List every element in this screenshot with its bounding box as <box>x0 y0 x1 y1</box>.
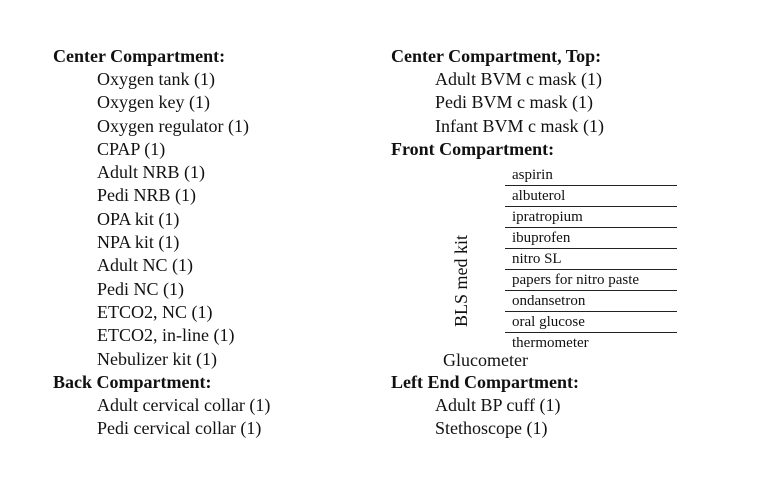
med-kit-item: papers for nitro paste <box>505 270 677 291</box>
center-item: NPA kit (1) <box>97 232 180 253</box>
glucometer-item: Glucometer <box>443 349 528 370</box>
center-top-item: Infant BVM c mask (1) <box>435 115 604 136</box>
bls-med-kit-label-text: BLS med kit <box>451 234 471 327</box>
med-kit-item: aspirin <box>505 165 677 186</box>
med-kit-item: ibuprofen <box>505 228 677 249</box>
left-column <box>53 45 270 440</box>
center-item: OPA kit (1) <box>97 208 180 229</box>
bls-med-kit <box>391 161 640 371</box>
back-item: Adult cervical collar (1) <box>97 394 271 415</box>
left-end-item: Stethoscope (1) <box>435 418 548 439</box>
bls-med-kit-label <box>451 231 471 331</box>
center-top-item: Adult BVM c mask (1) <box>435 69 602 89</box>
center-compartment-heading: Center Compartment: <box>53 46 226 66</box>
center-item: Adult NRB (1) <box>97 162 205 183</box>
right-column <box>391 45 640 440</box>
med-kit-item: ondansetron <box>505 291 677 312</box>
front-compartment-heading: Front Compartment: <box>391 138 555 159</box>
med-kit-item: thermometer <box>512 334 589 351</box>
center-item: Oxygen regulator (1) <box>97 115 249 136</box>
center-item: ETCO2, NC (1) <box>97 301 213 322</box>
center-item: Pedi NC (1) <box>97 278 184 299</box>
left-end-item: Adult BP cuff (1) <box>435 394 561 415</box>
left-end-compartment-heading: Left End Compartment: <box>391 371 579 392</box>
center-item: Oxygen tank (1) <box>97 69 215 89</box>
center-item: Adult NC (1) <box>97 255 193 276</box>
center-item: Oxygen key (1) <box>97 92 210 113</box>
center-top-item: Pedi BVM c mask (1) <box>435 92 593 113</box>
med-kit-item: oral glucose <box>505 312 677 333</box>
center-item: Pedi NRB (1) <box>97 185 196 206</box>
center-item: ETCO2, in-line (1) <box>97 325 235 346</box>
center-item: Nebulizer kit (1) <box>97 348 217 369</box>
med-kit-item: albuterol <box>505 186 677 207</box>
med-kit-item: nitro SL <box>505 249 677 270</box>
center-top-compartment-heading: Center Compartment, Top: <box>391 46 602 66</box>
back-compartment-heading: Back Compartment: <box>53 371 212 392</box>
med-kit-item: ipratropium <box>505 207 677 228</box>
center-item: CPAP (1) <box>97 138 166 159</box>
med-kit-list <box>505 165 677 353</box>
back-item: Pedi cervical collar (1) <box>97 418 262 439</box>
